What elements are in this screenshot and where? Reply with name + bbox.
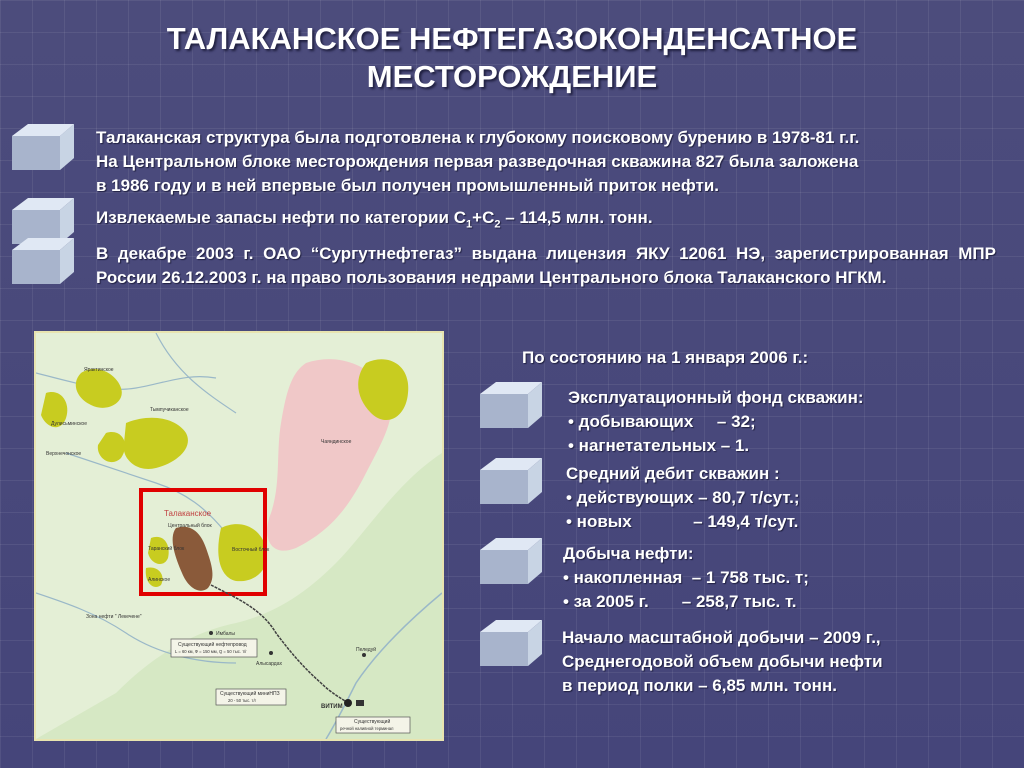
map-label-top-left: Ярактинское bbox=[84, 367, 114, 373]
stat-oil-production-line-3: • за 2005 г. – 258,7 тыс. т. bbox=[563, 592, 797, 611]
arrow-bullet-icon bbox=[478, 618, 548, 668]
arrow-bullet-icon bbox=[478, 536, 548, 586]
reserves-mid: +С bbox=[472, 208, 495, 227]
field-location-map bbox=[34, 331, 444, 741]
map-label-zone: Зона нефти " Лекечене" bbox=[86, 614, 142, 620]
vitim-point bbox=[344, 699, 352, 707]
map-label-east-block: Восточный блок bbox=[232, 547, 270, 553]
pipeline-legend-title: Существующий нефтепровод bbox=[178, 642, 247, 648]
arrow-bullet-icon bbox=[10, 236, 80, 286]
terminal-legend-sub: речной наливной терминал bbox=[340, 726, 394, 731]
map-label-central-block: Центральный блок bbox=[168, 523, 212, 529]
map-label-peleduy: Пеледуй bbox=[356, 647, 377, 653]
stat-well-rate-line-1: Средний дебит скважин : bbox=[566, 464, 780, 483]
slide-title-line-1: ТАЛАКАНСКОЕ НЕФТЕГАЗОКОНДЕНСАТНОЕ bbox=[166, 21, 858, 56]
status-heading: По состоянию на 1 января 2006 г.: bbox=[522, 348, 809, 367]
map-label-talakan: Талаканское bbox=[164, 509, 212, 518]
terminal-legend-title: Существующий bbox=[354, 719, 391, 725]
reserves-suffix: – 114,5 млн. тонн. bbox=[500, 208, 653, 227]
reserves-prefix: Извлекаемые запасы нефти по категории С bbox=[96, 208, 467, 227]
map-label-tympuchikanskoe: Тымпучиканское bbox=[150, 407, 189, 413]
slide-title-line-2: МЕСТОРОЖДЕНИЕ bbox=[366, 59, 658, 94]
npz-legend-title: Существующий миниНПЗ bbox=[220, 691, 280, 697]
stat-large-scale-line-3: в период полки – 6,85 млн. тонн. bbox=[562, 676, 837, 695]
map-drawing bbox=[36, 333, 442, 739]
map-label-verkhnechonskoe: Верхнечонское bbox=[46, 451, 82, 457]
reserves-sub-1: 1 bbox=[466, 218, 473, 231]
map-label-tarandinsky-block: Таранский блок bbox=[148, 546, 185, 552]
stat-oil-production-line-1: Добыча нефти: bbox=[563, 544, 694, 563]
pipeline-legend-params: L = 60 км, Ф = 150 мм, Q = 50 тыс. т/г bbox=[175, 649, 247, 654]
bullet-reserves bbox=[96, 206, 1000, 236]
stat-well-fund-line-3: • нагнетательных – 1. bbox=[568, 436, 750, 455]
stat-well-fund-line-1: Эксплуатационный фонд скважин: bbox=[568, 388, 864, 407]
stat-well-fund bbox=[568, 386, 998, 458]
stat-oil-production bbox=[563, 542, 993, 614]
terminal-marker bbox=[356, 700, 364, 706]
stat-well-rate bbox=[566, 462, 996, 534]
map-label-imbaly: Имбалы bbox=[216, 631, 236, 637]
stat-well-fund-line-2: • добывающих – 32; bbox=[568, 412, 756, 431]
stat-large-scale-line-1: Начало масштабной добычи – 2009 г., bbox=[562, 628, 881, 647]
bullet-exploration-history bbox=[96, 126, 1000, 198]
arrow-bullet-icon bbox=[478, 380, 548, 430]
arrow-bullet-icon bbox=[478, 456, 548, 506]
map-label-chayandinskoe: Чаяндинское bbox=[321, 439, 352, 445]
stat-well-rate-line-3: • новых – 149,4 т/сут. bbox=[566, 512, 799, 531]
map-label-alinskoe: Алинское bbox=[148, 577, 171, 583]
npz-legend-params: 20 - 50 тыс. т/г bbox=[228, 698, 257, 703]
map-label-left-mid: Дулисьминское bbox=[51, 421, 87, 427]
bullet-1-line-3: в 1986 году и в ней впервые был получен промышленный приток нефти. bbox=[96, 176, 719, 195]
bullet-1-line-1: Талаканская структура была подготовлена к глубокому поисковому бурению в 1978-81 г.г. bbox=[96, 128, 860, 147]
bullet-license: В декабре 2003 г. ОАО “Сургутнефтегаз” выдана лицензия ЯКУ 12061 НЭ, зарегистрированная МПР России 26.12.2003 г. на право пользования недрами Центрального блока Талаканского НГКМ. bbox=[96, 244, 996, 287]
stat-well-rate-line-2: • действующих – 80,7 т/сут.; bbox=[566, 488, 800, 507]
map-label-vitim: ВИТИМ bbox=[321, 704, 343, 710]
map-label-alysardakh: Алысардах bbox=[256, 661, 282, 667]
bullet-1-line-2: На Центральном блоке месторождения первая разведочная скважина 827 была заложена bbox=[96, 152, 859, 171]
stat-large-scale-production bbox=[562, 626, 992, 698]
slide-title bbox=[40, 20, 984, 96]
stat-large-scale-line-2: Среднегодовой объем добычи нефти bbox=[562, 652, 883, 671]
stat-oil-production-line-2: • накопленная – 1 758 тыс. т; bbox=[563, 568, 809, 587]
arrow-bullet-icon bbox=[10, 122, 80, 172]
reserves-sub-2: 2 bbox=[494, 218, 501, 231]
